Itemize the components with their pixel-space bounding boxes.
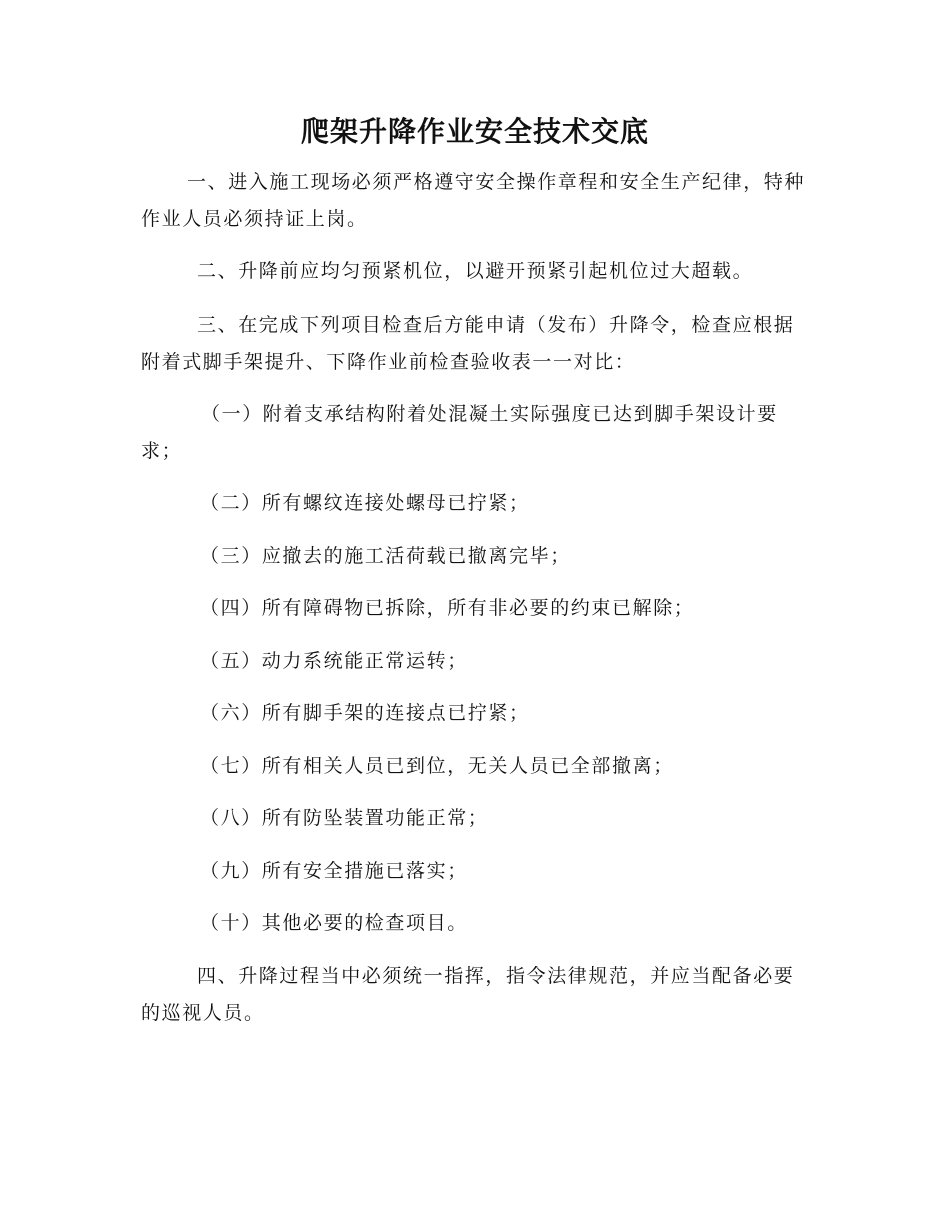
checklist-item-9: （九）所有安全措施已落实； bbox=[200, 860, 468, 882]
checklist-item-3: （三）应撤去的施工活荷载已撤离完毕； bbox=[200, 545, 571, 567]
checklist-item-10: （十）其他必要的检查项目。 bbox=[200, 912, 468, 934]
paragraph-3: 三、在完成下列项目检查后方能申请（发布）升降令，检查应根据附着式脚手架提升、下降作业前检查验收表一一对比： bbox=[141, 314, 795, 373]
paragraph-1: 一、进入施工现场必须严格遵守安全操作章程和安全生产纪律，特种作业人员必须持证上岗。 bbox=[141, 171, 806, 230]
checklist-item-5: （五）动力系统能正常运转； bbox=[200, 650, 468, 672]
paragraph-2: 二、升降前应均匀预紧机位，以避开预紧引起机位过大超载。 bbox=[197, 260, 754, 282]
checklist-item-2: （二）所有螺纹连接处螺母已拧紧； bbox=[200, 492, 530, 514]
checklist-item-1: （一）附着支承结构附着处混凝土实际强度已达到脚手架设计要求； bbox=[141, 403, 778, 462]
checklist-item-7: （七）所有相关人员已到位，无关人员已全部撤离； bbox=[200, 755, 674, 777]
checklist-item-6: （六）所有脚手架的连接点已拧紧； bbox=[200, 702, 530, 724]
paragraph-4: 四、升降过程当中必须统一指挥，指令法律规范，并应当配备必要的巡视人员。 bbox=[141, 965, 795, 1024]
checklist-item-8: （八）所有防坠装置功能正常； bbox=[200, 807, 489, 829]
checklist-item-4: （四）所有障碍物已拆除，所有非必要的约束已解除； bbox=[200, 597, 695, 619]
document-title: 爬架升降作业安全技术交底 bbox=[300, 115, 649, 148]
